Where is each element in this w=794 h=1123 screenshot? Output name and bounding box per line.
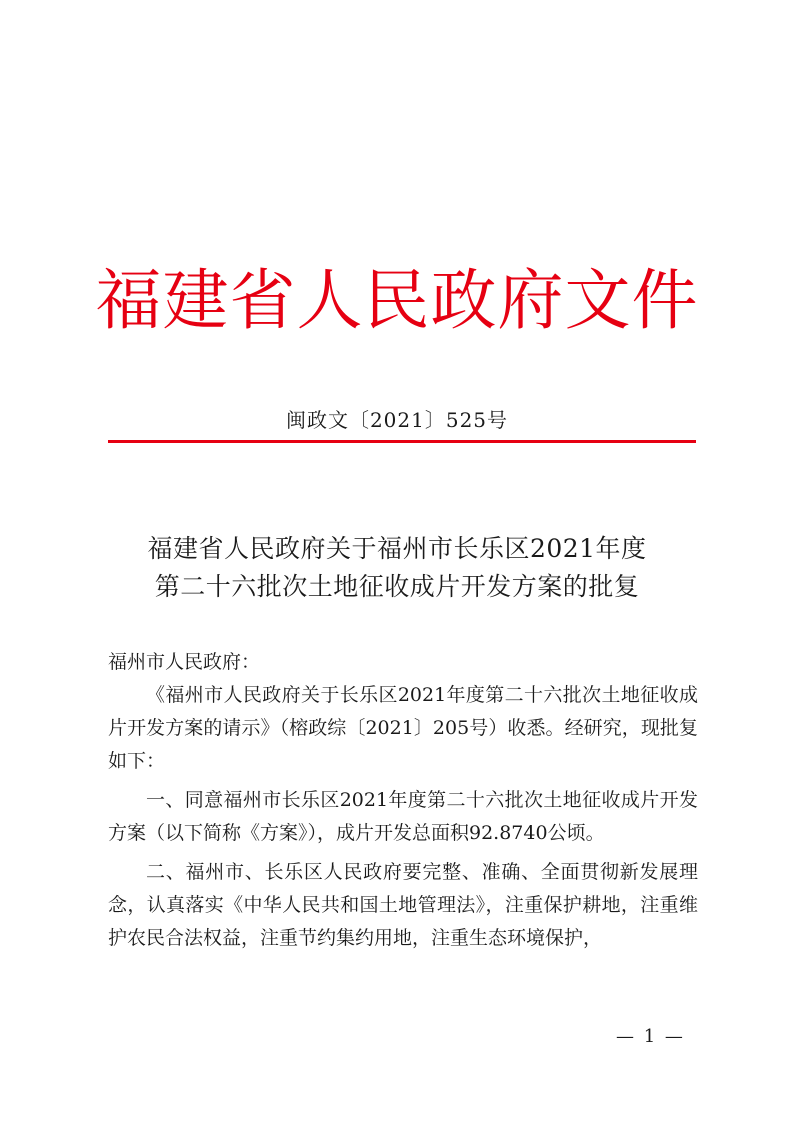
addressee: 福州市人民政府： (108, 651, 261, 673)
page-number: — 1 — (616, 1026, 685, 1047)
document-title-line-1: 福建省人民政府关于福州市长乐区2021年度 (147, 534, 647, 563)
issuer-header: 福建省人民政府文件 (95, 262, 699, 339)
body-paragraph-3: 二、福州市、长乐区人民政府要完整、准确、全面贯彻新发展理念，认真落实《中华人民共和国土地管理法》，注重保护耕地，注重维护农民合法权益，注重节约集约用地，注重生态环境保护， (108, 861, 698, 949)
red-divider-line (108, 440, 696, 443)
document-number: 闽政文〔2021〕525号 (285, 408, 509, 432)
document-body (108, 646, 698, 955)
document-title-line-2: 第二十六批次土地征收成片开发方案的批复 (154, 572, 640, 601)
body-paragraph-1: 《福州市人民政府关于长乐区2021年度第二十六批次土地征收成片开发方案的请示》（榕政综〔2021〕205号）收悉。经研究，现批复如下： (108, 684, 698, 772)
body-paragraph-2: 一、同意福州市长乐区2021年度第二十六批次土地征收成片开发方案（以下简称《方案》），成片开发总面积92.8740公顷。 (108, 789, 698, 844)
